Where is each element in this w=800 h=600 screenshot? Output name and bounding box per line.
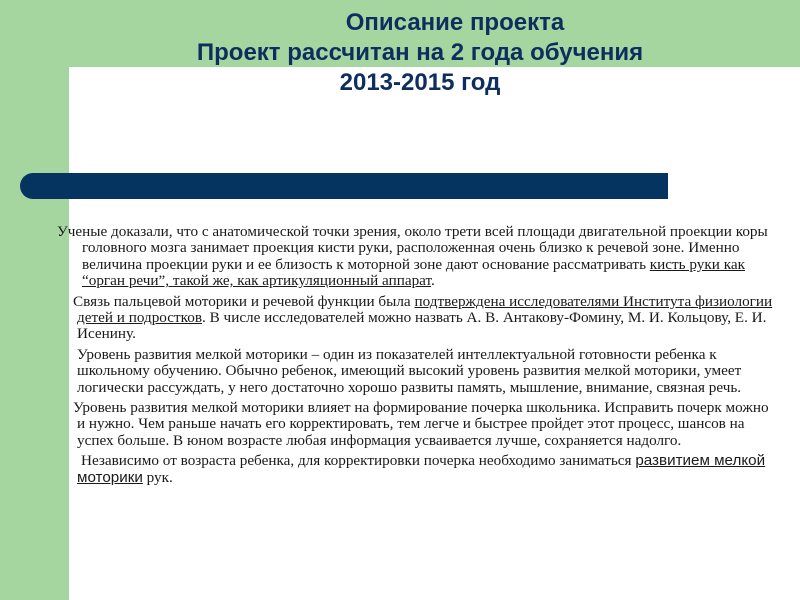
institute-research-link[interactable]: подтверждена исследователями Института физиологии детей и подростков [77, 292, 773, 327]
paragraph-4: Уровень развития мелкой моторики влияет на формирование почерка школьника. Исправить почерк можно и нужно. Чем раньше начать его корректировать, тем легче и быстрее пройдет этот процесс, шансов на успех больше. В юном возрасте любая информация усваивается лучше, сохраняется надолго. [73, 399, 769, 449]
paragraph-5 [57, 453, 775, 486]
fine-motor-link[interactable]: развитием мелкой моторики [77, 452, 766, 486]
title-line-1: Описание проекта [345, 9, 565, 36]
title-line-2: Проект рассчитан на 2 года обучения [196, 39, 644, 66]
title-line-3: 2013-2015 год [339, 69, 501, 96]
slide-body [57, 224, 775, 490]
slide-title [100, 8, 740, 98]
paragraph-5-end: рук. [142, 468, 173, 486]
navy-divider-bar [20, 173, 668, 199]
organ-speech-link[interactable]: кисть руки как “орган речи”, такой же, как артикуляционный аппарат [82, 255, 745, 290]
paragraph-5-text: Независимо от возраста ребенка, для корректировки почерка необходимо заниматься [81, 452, 636, 470]
paragraph-3: Уровень развития мелкой моторики – один из показателей интеллектуальной готовности ребенка к школьному обучению. Обычно ребенок, имеющий высокий уровень развития мелкой моторики, умеет логически рассуждать, у него достаточно хорошо развиты память, мышление, внимание, связная речь. [77, 345, 742, 396]
paragraph-2-text: Связь пальцевой моторики и речевой функции была [73, 292, 415, 310]
paragraph-2 [57, 294, 775, 343]
paragraph-1 [57, 224, 775, 290]
paragraph-1-end: . [431, 272, 435, 290]
paragraph-2-end: . В числе исследователей можно назвать А. В. Антакову-Фомину, М. И. Кольцову, Е. И. Исенину. [77, 309, 767, 343]
paragraph-1-text: Ученые доказали, что с анатомической точки зрения, около трети всей площади двигательной проекции коры головного мозга занимает проекция кисти руки, расположенная очень близко к речевой зоне. Именно величина проекции руки и ее близость к моторной зоне дают основание рассматривать [57, 223, 768, 273]
